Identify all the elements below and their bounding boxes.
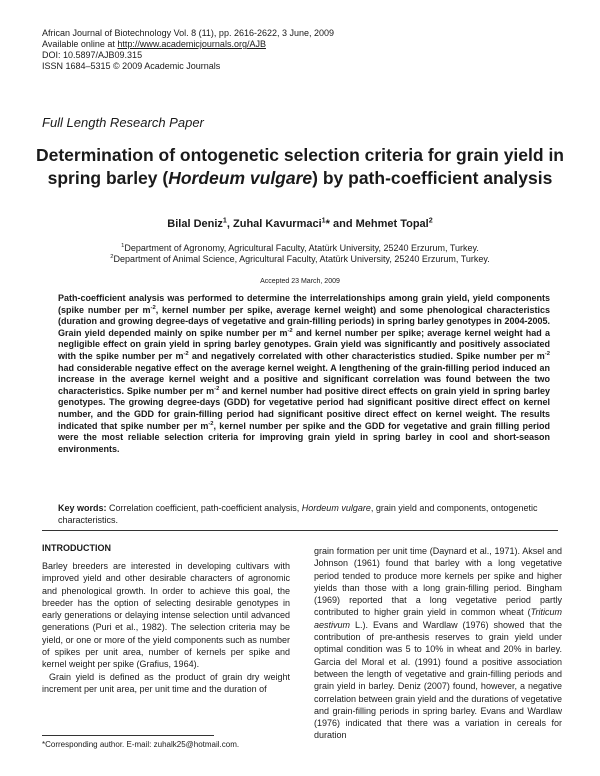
title-part1: Determination of ontogenetic selection criteria for grain yield in spring barley (: [35, 145, 564, 188]
abstract-text: Path-coefficient analysis was performed to determine the interrelationships among grain yield, yield components (spike number per m: [58, 293, 550, 315]
author-list: [40, 218, 560, 230]
corresponding-author-footnote: *Corresponding author. E-mail: zuhalk25@hotmail.com.: [42, 740, 240, 749]
abstract-text: and kernel number per spike; average kernel weight had a negligible effect on grain yield in spring barley genotypes. Grain yield was significantly and positively associated with the spike number per m: [58, 327, 550, 361]
exponent: -2: [214, 385, 220, 392]
keywords-label: Key words:: [58, 503, 107, 513]
paper-type: Full Length Research Paper: [42, 115, 204, 130]
author-separator: and: [329, 218, 356, 230]
affiliation-1-text: Department of Agronomy, Agricultural Faculty, Atatürk University, 25240 Erzurum, Turkey.: [124, 243, 479, 253]
abstract-text: and kernel number had positive direct effects on grain yield in spring barley genotypes. The growing degree-days (GDD) for vegetative period had significant positive direct effect on kernel number, and the GDD for grain-filling period had significant positive direct effect on kernel weight. The results indicated that spike number per m: [58, 385, 550, 431]
author-3: Mehmet Topal: [355, 218, 429, 230]
exponent: -2: [150, 304, 156, 311]
abstract: [58, 293, 550, 455]
affiliation-1: [40, 243, 560, 254]
available-prefix: Available online at: [42, 39, 118, 49]
introduction-heading: INTRODUCTION: [42, 543, 111, 553]
author-2-affil: 1: [321, 216, 326, 225]
availability-line: [42, 39, 334, 50]
keywords-species: Hordeum vulgare: [301, 503, 371, 513]
affiliations: [40, 243, 560, 265]
journal-header: [42, 28, 334, 72]
intro-left-column: [42, 560, 290, 695]
footnote-divider: [42, 735, 214, 736]
author-separator: ,: [226, 218, 234, 230]
affiliation-2-text: Department of Animal Science, Agricultural Faculty, Atatürk University, 25240 Erzurum, Turkey.: [113, 254, 490, 264]
abstract-text: and negatively correlated with other characteristics studied. Spike number per m: [188, 350, 545, 361]
abstract-text: , kernel number per spike, average kernel weight) and some phenological characteristics (duration and growing degree-days of vegetative and grain-filling periods) in spring barley genotypes in 2004-2005. Grain yield depended mainly on spike number per m: [58, 304, 550, 338]
keywords-text: , grain yield and components, ontogenetic characteristics.: [58, 503, 538, 525]
title-part2: ) by path-coefficient analysis: [312, 167, 553, 188]
author-1: Bilal Deniz: [167, 218, 223, 230]
author-2: Zuhal Kavurmaci: [233, 218, 322, 230]
exponent: -2: [287, 327, 293, 334]
keywords: [58, 503, 550, 526]
section-divider: [42, 530, 558, 531]
intro-paragraph-1: Barley breeders are interested in developing cultivars with improved yield and other desirable characters of agronomic and phenological growth. In order to achieve this goal, the breeder has the option of selecting desirable genotypes in early generations or delaying intense selection until advanced generations (Puri et al., 1982). The selection criteria may be yield, or one or more of the yield components such as number of spikes per unit area, number of kernels per spike and kernel weight per spike (Grafius, 1964).: [42, 561, 290, 670]
intro-text: grain formation per unit time (Daynard et al., 1971). Aksel and Johnson (1961) found that barley with a long vegetative period tended to produce more kernels per spike and higher yields than those with a long grain-filling period. Bingham (1969) reported that a long vegetative period partly contributed to higher grain yield in common wheat (: [314, 546, 562, 618]
doi-line: DOI: 10.5897/AJB09.315: [42, 50, 143, 60]
paper-title: [30, 144, 570, 189]
intro-text: L.). Evans and Wardlaw (1976) showed that the contribution of pre-anthesis reserves to grain yield under optimal condition was 5 to 10% in wheat and 20% in barley. Garcia del Moral et al. (1991) found a positive association between the length of vegetative and grain-filling periods and grain yield in barley. Deniz (2007) found, however, a negative correlation between grain yield and the durations of vegetative and grain-filling periods in spring barley. Evans and Wardlaw (1976) indicated that there was a variation in cereals for duration: [314, 619, 562, 741]
author-3-affil: 2: [428, 216, 433, 225]
abstract-text: had considerable negative effect on the average kernel weight. A lengthening of the grain-filling period induced an increase in the average kernel weight and a positive and significant correlation was found between the two characteristics. Spike number per m: [58, 362, 550, 396]
affiliation-2: [40, 254, 560, 265]
intro-species: Triticum aestivum: [314, 607, 562, 630]
intro-right-column: [314, 545, 562, 742]
journal-url-link[interactable]: http://www.academicjournals.org/AJB: [117, 39, 266, 49]
intro-paragraph-3: [314, 545, 562, 742]
title-species: Hordeum vulgare: [168, 167, 313, 188]
accepted-date: Accepted 23 March, 2009: [260, 278, 340, 285]
exponent: -2: [208, 420, 214, 427]
keywords-text: Correlation coefficient, path-coefficient analysis,: [106, 503, 302, 513]
issn-line: ISSN 1684–5315 © 2009 Academic Journals: [42, 61, 221, 71]
journal-citation: African Journal of Biotechnology Vol. 8 (11), pp. 2616-2622, 3 June, 2009: [42, 28, 335, 38]
exponent: -2: [183, 350, 189, 357]
abstract-text: , kernel number per spike and the GDD for vegetative and grain filling period were the most reliable selection criteria for improving grain yield in spring barley in cool and short-season environments.: [58, 420, 550, 454]
intro-paragraph-2: Grain yield is defined as the product of grain dry weight increment per unit area, per unit time and the duration of: [42, 671, 290, 694]
affiliation-1-num: 1: [121, 243, 125, 249]
exponent: -2: [544, 350, 550, 357]
affiliation-2-num: 2: [110, 254, 114, 260]
author-1-affil: 1: [222, 216, 227, 225]
corresponding-star: *: [325, 218, 330, 230]
